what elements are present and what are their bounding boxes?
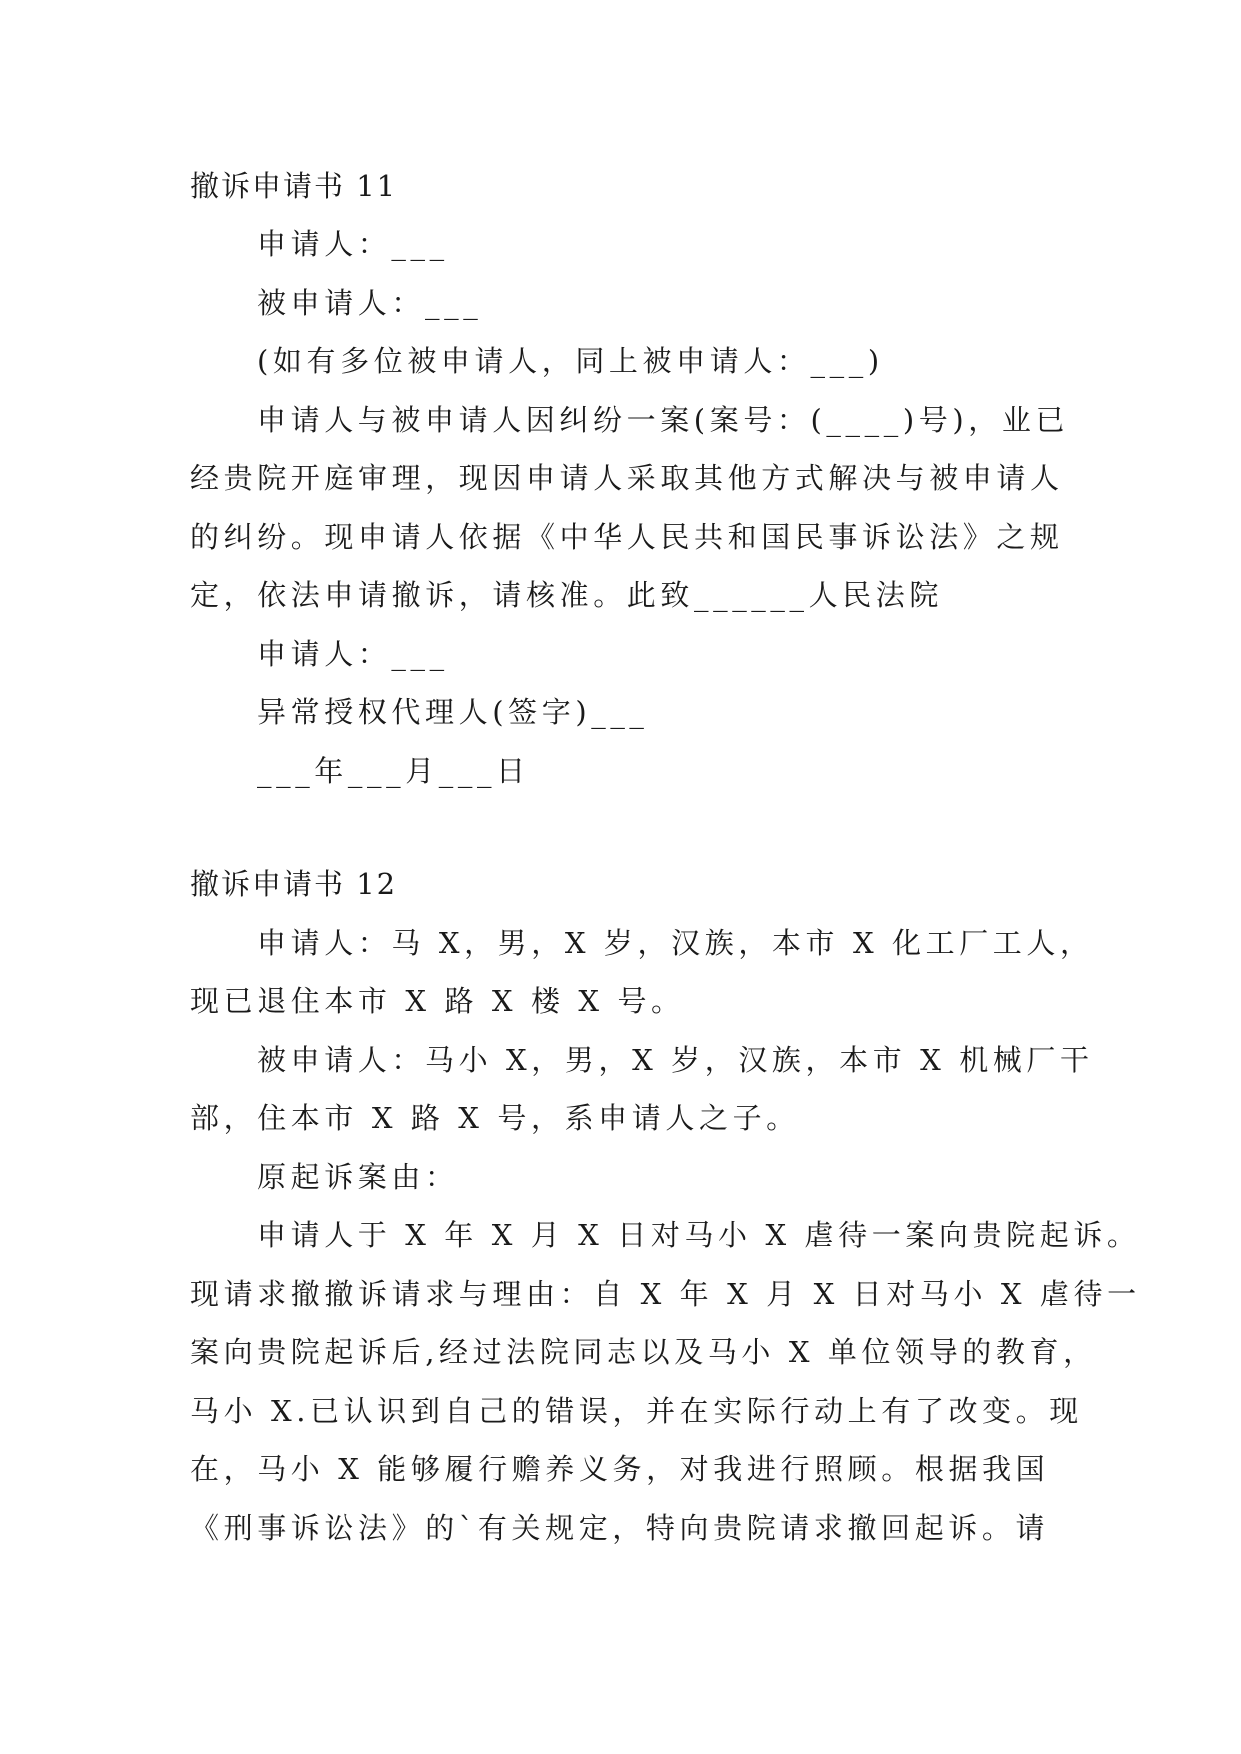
doc11-body-line: 定，依法申请撤诉，请核准。此致______人民法院: [190, 578, 944, 612]
doc12-body-line: 现请求撤撤诉请求与理由：自 X 年 X 月 X 日对马小 X 虐待一: [190, 1277, 1141, 1311]
doc12-respondent-line: 被申请人：马小 X，男，X 岁，汉族，本市 X 机械厂干: [257, 1043, 1094, 1077]
doc12-body-line: 在，马小 X 能够履行赡养义务，对我进行照顾。根据我国: [190, 1452, 1050, 1486]
doc11-respondent: 被申请人：___: [257, 286, 483, 320]
doc11-sign-date: ___年___月___日: [257, 754, 530, 788]
doc11-applicant: 申请人：___: [257, 227, 449, 261]
doc11-sign-applicant: 申请人：___: [257, 637, 449, 671]
doc11-multi-respondent: (如有多位被申请人，同上被申请人：___): [257, 344, 884, 378]
doc11-body-line: 经贵院开庭审理，现因申请人采取其他方式解决与被申请人: [190, 461, 1064, 495]
doc12-applicant-line: 申请人：马 X，男，X 岁，汉族，本市 X 化工厂工人，: [257, 926, 1094, 960]
doc12-cause-label: 原起诉案由：: [257, 1160, 459, 1194]
doc12-body-line: 《刑事诉讼法》的`有关规定，特向贵院请求撤回起诉。请: [190, 1511, 1050, 1545]
doc12-title: 撤诉申请书 12: [190, 867, 398, 901]
doc11-title: 撤诉申请书 11: [190, 169, 398, 203]
doc12-respondent-line: 部，住本市 X 路 X 号，系申请人之子。: [190, 1101, 800, 1135]
doc12-body-line: 申请人于 X 年 X 月 X 日对马小 X 虐待一案向贵院起诉。: [257, 1218, 1141, 1252]
doc12-body-line: 案向贵院起诉后,经过法院同志以及马小 X 单位领导的教育，: [190, 1335, 1097, 1369]
doc11-sign-agent: 异常授权代理人(签字)___: [257, 695, 649, 729]
doc11-body-line: 申请人与被申请人因纠纷一案(案号：(____)号)，业已: [257, 403, 1070, 437]
doc11-body-line: 的纠纷。现申请人依据《中华人民共和国民事诉讼法》之规: [190, 520, 1064, 554]
doc12-body-line: 马小 X.已认识到自己的错误，并在实际行动上有了改变。现: [190, 1394, 1083, 1428]
doc12-applicant-line: 现已退住本市 X 路 X 楼 X 号。: [190, 984, 685, 1018]
